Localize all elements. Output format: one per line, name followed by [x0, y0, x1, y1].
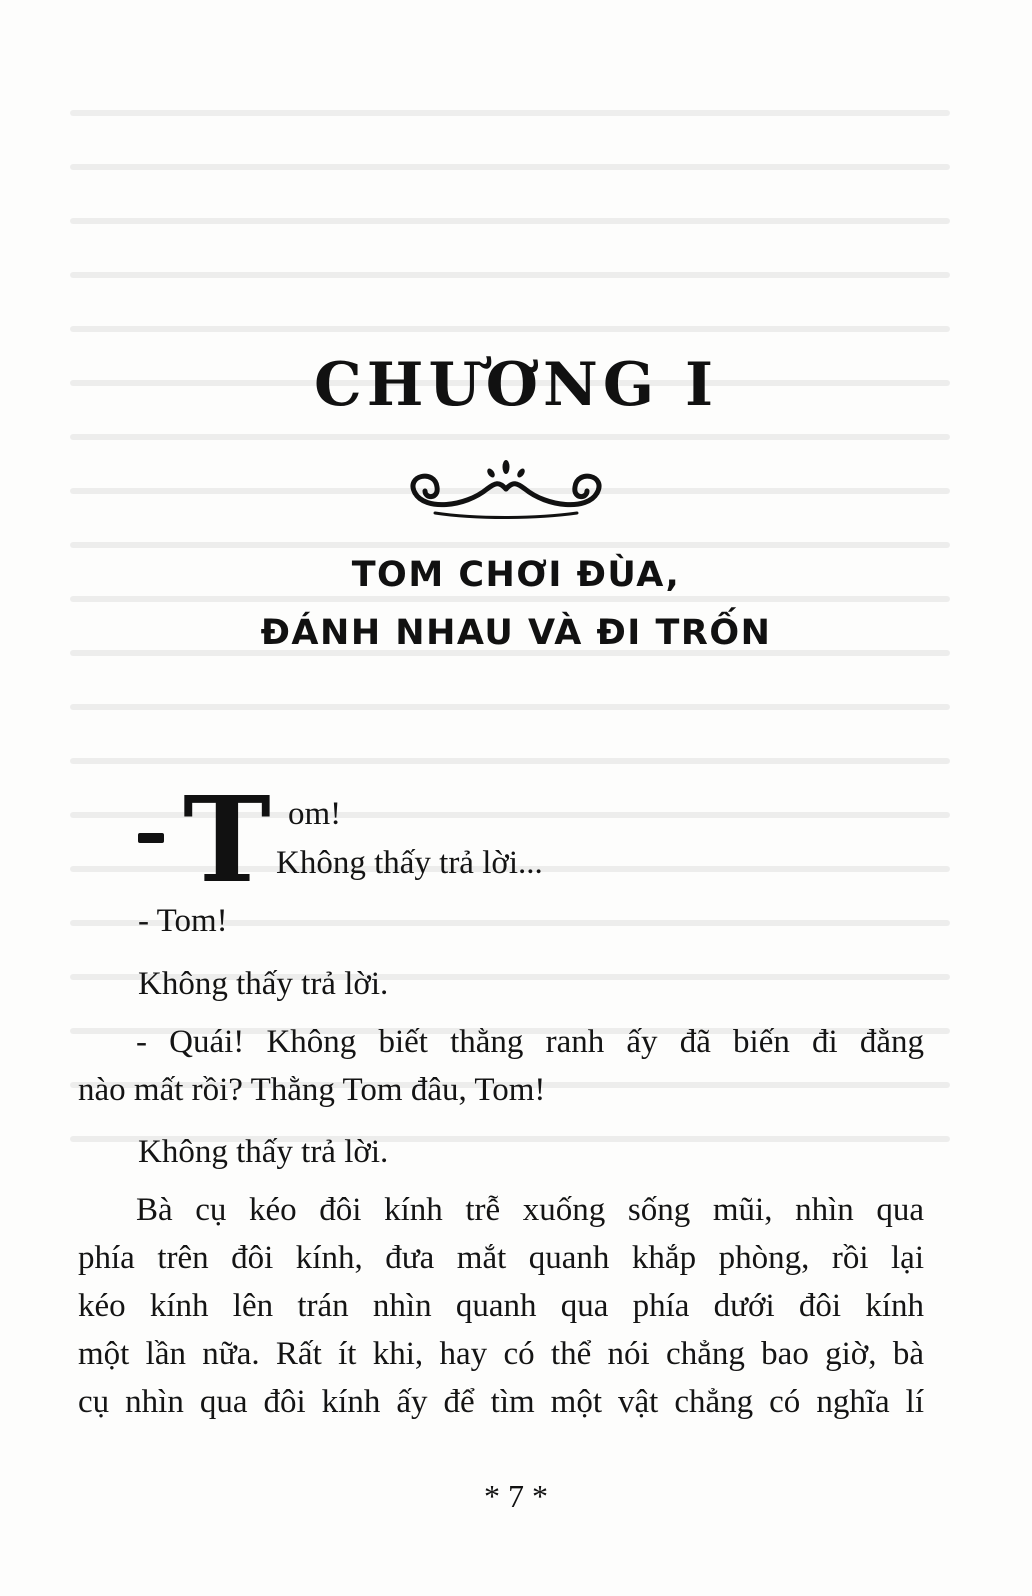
- drop-cap: T: [183, 770, 271, 909]
- opening-line-1: om!: [288, 796, 342, 832]
- paragraph-3-line-2: nào mất rồi? Thằng Tom đâu, Tom!: [78, 1072, 546, 1108]
- paragraph-5-line-3: kéo kính lên trán nhìn quanh qua phía dưới đôi kính: [78, 1288, 924, 1324]
- paragraph-1: - Tom!: [138, 903, 228, 939]
- paragraph-5-line-1: Bà cụ kéo đôi kính trễ xuống sống mũi, nhìn qua: [136, 1192, 924, 1228]
- paragraph-5-line-5: cụ nhìn qua đôi kính ấy để tìm một vật chẳng có nghĩa lí: [78, 1384, 924, 1420]
- flourish-ornament-icon: [395, 455, 617, 527]
- chapter-title: CHƯƠNG I: [313, 350, 719, 420]
- chapter-subtitle-line-2: ĐÁNH NHAU VÀ ĐI TRỐN: [260, 613, 772, 653]
- paragraph-4: Không thấy trả lời.: [138, 1134, 389, 1170]
- page-number: * 7 *: [484, 1478, 548, 1514]
- paragraph-2: Không thấy trả lời.: [138, 966, 389, 1002]
- opening-line-2: Không thấy trả lời...: [276, 845, 543, 881]
- paragraph-5-line-4: một lần nữa. Rất ít khi, hay có thể nói chẳng bao giờ, bà: [78, 1336, 924, 1372]
- opening-dash: [138, 833, 164, 843]
- chapter-subtitle-line-1: TOM CHƠI ĐÙA,: [351, 555, 681, 595]
- paragraph-5-line-2: phía trên đôi kính, đưa mắt quanh khắp phòng, rồi lại: [78, 1240, 924, 1276]
- bleed-through-texture: [70, 110, 950, 1110]
- paragraph-3-line-1: - Quái! Không biết thằng ranh ấy đã biến đi đằng: [136, 1024, 924, 1060]
